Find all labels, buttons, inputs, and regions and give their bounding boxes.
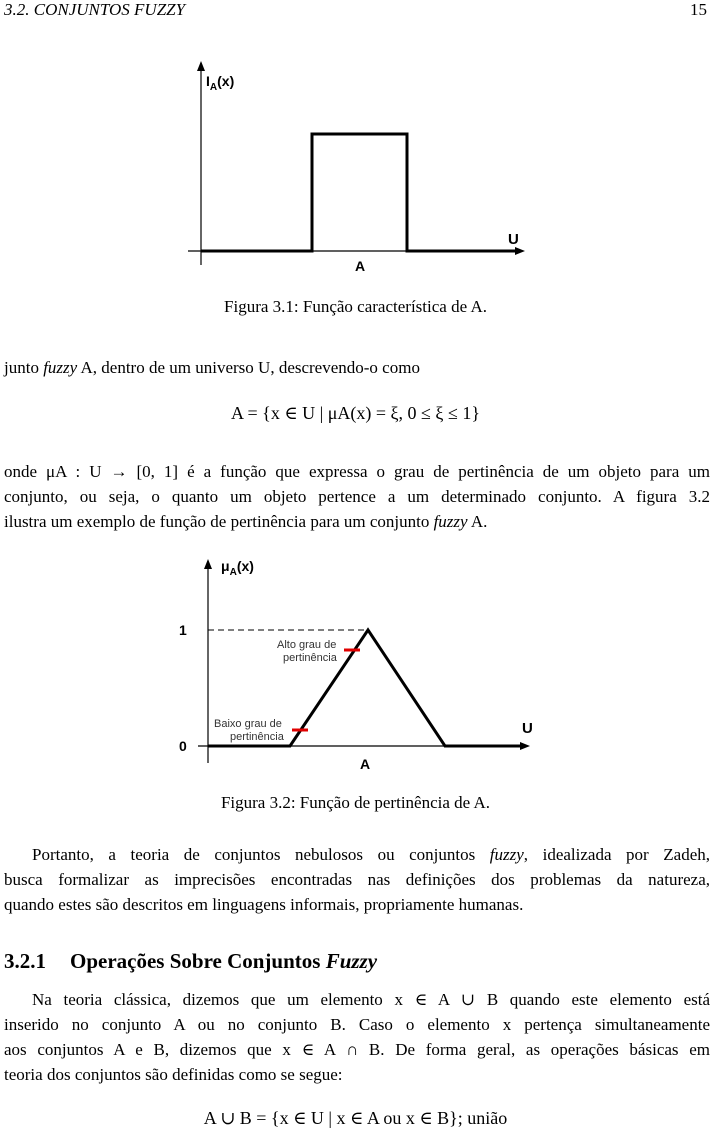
high-membership-label-2: pertinência [283, 652, 337, 664]
formula-fuzzy-set-definition: A = {x ∈ U | μA(x) = ξ, 0 ≤ ξ ≤ 1} [231, 403, 480, 423]
paragraph-2: onde μA : U → [0, 1] é a função que expressa o grau de pertinência de um objeto para um conjunto, ou seja, o quanto um objeto pertence a um determinado conjunto. A figura 3.2 ilustra um exemplo de função de pertinência para um conjunto fuzzy A. [4, 462, 710, 531]
page-number: 15 [690, 0, 707, 19]
characteristic-function-line [201, 134, 518, 251]
formula-union: A ∪ B = {x ∈ U | x ∈ A ou x ∈ B}; união [203, 1108, 508, 1128]
low-membership-label-1: Baixo grau de [214, 718, 282, 730]
paragraph-1: junto fuzzy A, dentro de um universo U, descrevendo-o como [4, 358, 420, 377]
set-label: A [355, 258, 366, 274]
tick-one-label: 1 [179, 622, 187, 638]
high-membership-label-1: Alto grau de [277, 639, 337, 651]
low-membership-label-2: pertinência [230, 731, 284, 743]
tick-zero-label: 0 [179, 738, 187, 754]
figure-characteristic-function [180, 55, 540, 275]
x-axis-label: U [522, 720, 533, 737]
figure-3-2-caption: Figura 3.2: Função de pertinência de A. [220, 793, 491, 812]
y-axis-arrowhead [197, 61, 205, 71]
set-label: A [360, 756, 371, 772]
y-axis-label: $\mu_A(x)$ [221, 558, 254, 578]
paragraph-4: Na teoria clássica, dizemos que um elemento x ∈ A ∪ B quando este elemento está inserido no conjunto A ou no conjunto B. Caso o elemento x pertença simultaneamente aos conjuntos A e B, dizemos que x ∈ A ∩ B. De forma geral, as operações básicas em teoria dos conjuntos são definidas como se segue: [4, 990, 710, 1084]
section-heading: 3.2.1 Operações Sobre Conjuntos Fuzzy [4, 949, 378, 973]
x-axis-label: U [508, 231, 519, 248]
running-header-section: 3.2. CONJUNTOS FUZZY [4, 0, 186, 19]
figure-membership-function [170, 553, 550, 775]
y-axis-label: $I_A(x)$ [206, 73, 235, 93]
paragraph-3: Portanto, a teoria de conjuntos nebulosos ou conjuntos fuzzy, idealizada por Zadeh, busca formalizar as imprecisões encontradas nas definições dos problemas da natureza, quando estes são descritos em linguagens informais, propriamente humanas. [4, 845, 710, 914]
figure-3-1-caption: Figura 3.1: Função característica de A. [224, 297, 487, 316]
y-axis-arrowhead [204, 559, 212, 569]
